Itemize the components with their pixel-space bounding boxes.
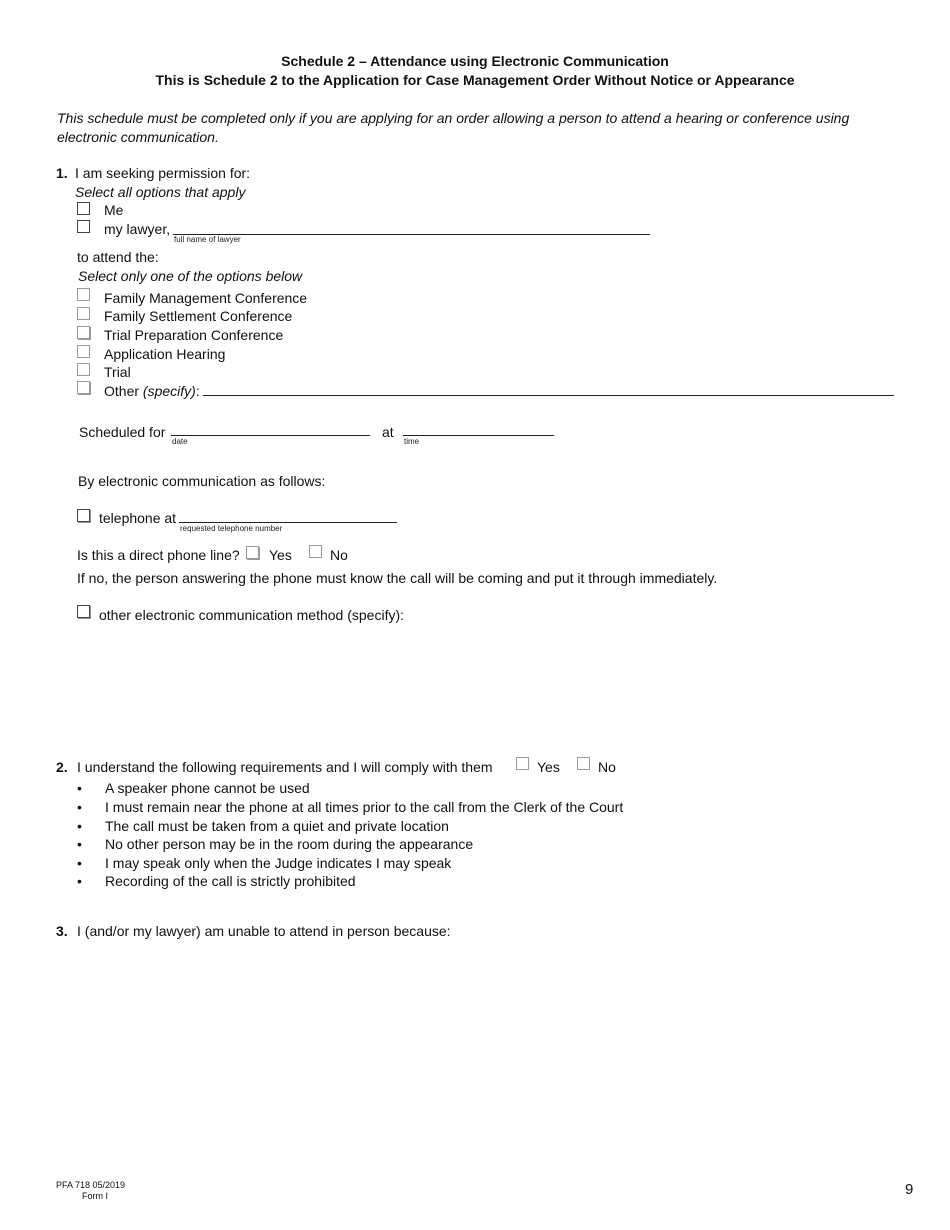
direct-line-question: Is this a direct phone line? [77,547,240,563]
direct-line-yes-checkbox[interactable] [246,546,259,559]
event-checkbox-application-hearing[interactable] [77,345,90,358]
requirement-item: No other person may be in the room during the appearance [105,836,474,852]
form-code: PFA 718 05/2019 [56,1180,126,1190]
comply-yes-label: Yes [537,759,560,775]
requirement-item: I must remain near the phone at all times prior to the call from the Clerk of the Court [105,799,624,815]
direct-line-no-label: No [330,547,348,563]
telephone-checkbox[interactable] [77,509,90,522]
bullet-icon: • [77,780,82,796]
me-label: Me [104,202,124,218]
lawyer-label: my lawyer, [104,221,171,237]
telephone-number-caption: requested telephone number [180,524,283,533]
form-name: Form I [82,1191,108,1201]
section3-number: 3. [56,923,68,939]
event-label-family-settlement: Family Settlement Conference [104,308,293,324]
other-colon: : [195,383,200,399]
section1-label: I am seeking permission for: [75,165,251,181]
event-checkbox-other[interactable] [77,381,90,394]
page-number: 9 [905,1181,914,1198]
section3-label: I (and/or my lawyer) am unable to attend in person because: [77,923,451,939]
requirement-item: Recording of the call is strictly prohibited [105,873,356,889]
select-one-instruction: Select only one of the options below [78,268,303,284]
section1-number: 1. [56,165,68,181]
time-field[interactable] [403,435,554,436]
telephone-number-field[interactable] [179,522,397,523]
me-checkbox[interactable] [77,202,90,215]
attend-label: to attend the: [77,249,159,265]
other-method-label: other electronic communication method (specify): [99,607,405,623]
scheduled-label: Scheduled for [79,424,166,440]
other-event-field[interactable] [203,395,894,396]
event-checkbox-family-settlement[interactable] [77,307,90,320]
bullet-icon: • [77,836,82,852]
intro-text: This schedule must be completed only if you are applying for an order allowing a person to attend a hearing or conference using electronic communication. [57,110,850,145]
direct-line-note: If no, the person answering the phone must know the call will be coming and put it through immediately. [77,570,718,586]
time-caption: time [404,437,420,446]
event-label-family-management: Family Management Conference [104,290,308,306]
event-checkbox-trial-preparation[interactable] [77,326,90,339]
section2-number: 2. [56,759,68,775]
lawyer-checkbox[interactable] [77,220,90,233]
event-checkbox-family-management[interactable] [77,288,90,301]
comply-no-checkbox[interactable] [577,757,590,770]
other-method-checkbox[interactable] [77,605,90,618]
comply-yes-checkbox[interactable] [516,757,529,770]
other-text: Other [104,383,143,399]
event-label-trial: Trial [104,364,131,380]
other-specify-text: (specify) [142,383,196,399]
select-all-instruction: Select all options that apply [75,184,246,200]
requirement-item: The call must be taken from a quiet and private location [105,818,449,834]
bullet-icon: • [77,818,82,834]
at-label: at [382,424,394,440]
direct-line-no-checkbox[interactable] [309,545,322,558]
schedule-subtitle: This is Schedule 2 to the Application for Case Management Order Without Notice or Appearance [155,72,795,88]
date-caption: date [172,437,188,446]
schedule-title: Schedule 2 – Attendance using Electronic Communication [281,53,669,69]
event-checkbox-trial[interactable] [77,363,90,376]
direct-line-yes-label: Yes [269,547,292,563]
telephone-label: telephone at [99,510,177,526]
bullet-icon: • [77,873,82,889]
bullet-icon: • [77,799,82,815]
lawyer-name-caption: full name of lawyer [174,235,241,244]
requirement-item: I may speak only when the Judge indicates I may speak [105,855,452,871]
date-field[interactable] [171,435,370,436]
event-label-trial-preparation: Trial Preparation Conference [104,327,284,343]
lawyer-name-field[interactable] [173,234,650,235]
section2-label: I understand the following requirements and I will comply with them [77,759,493,775]
event-label-other [104,383,200,399]
requirement-item: A speaker phone cannot be used [105,780,310,796]
comply-no-label: No [598,759,616,775]
bullet-icon: • [77,855,82,871]
electronic-label: By electronic communication as follows: [78,473,326,489]
event-label-application-hearing: Application Hearing [104,346,226,362]
